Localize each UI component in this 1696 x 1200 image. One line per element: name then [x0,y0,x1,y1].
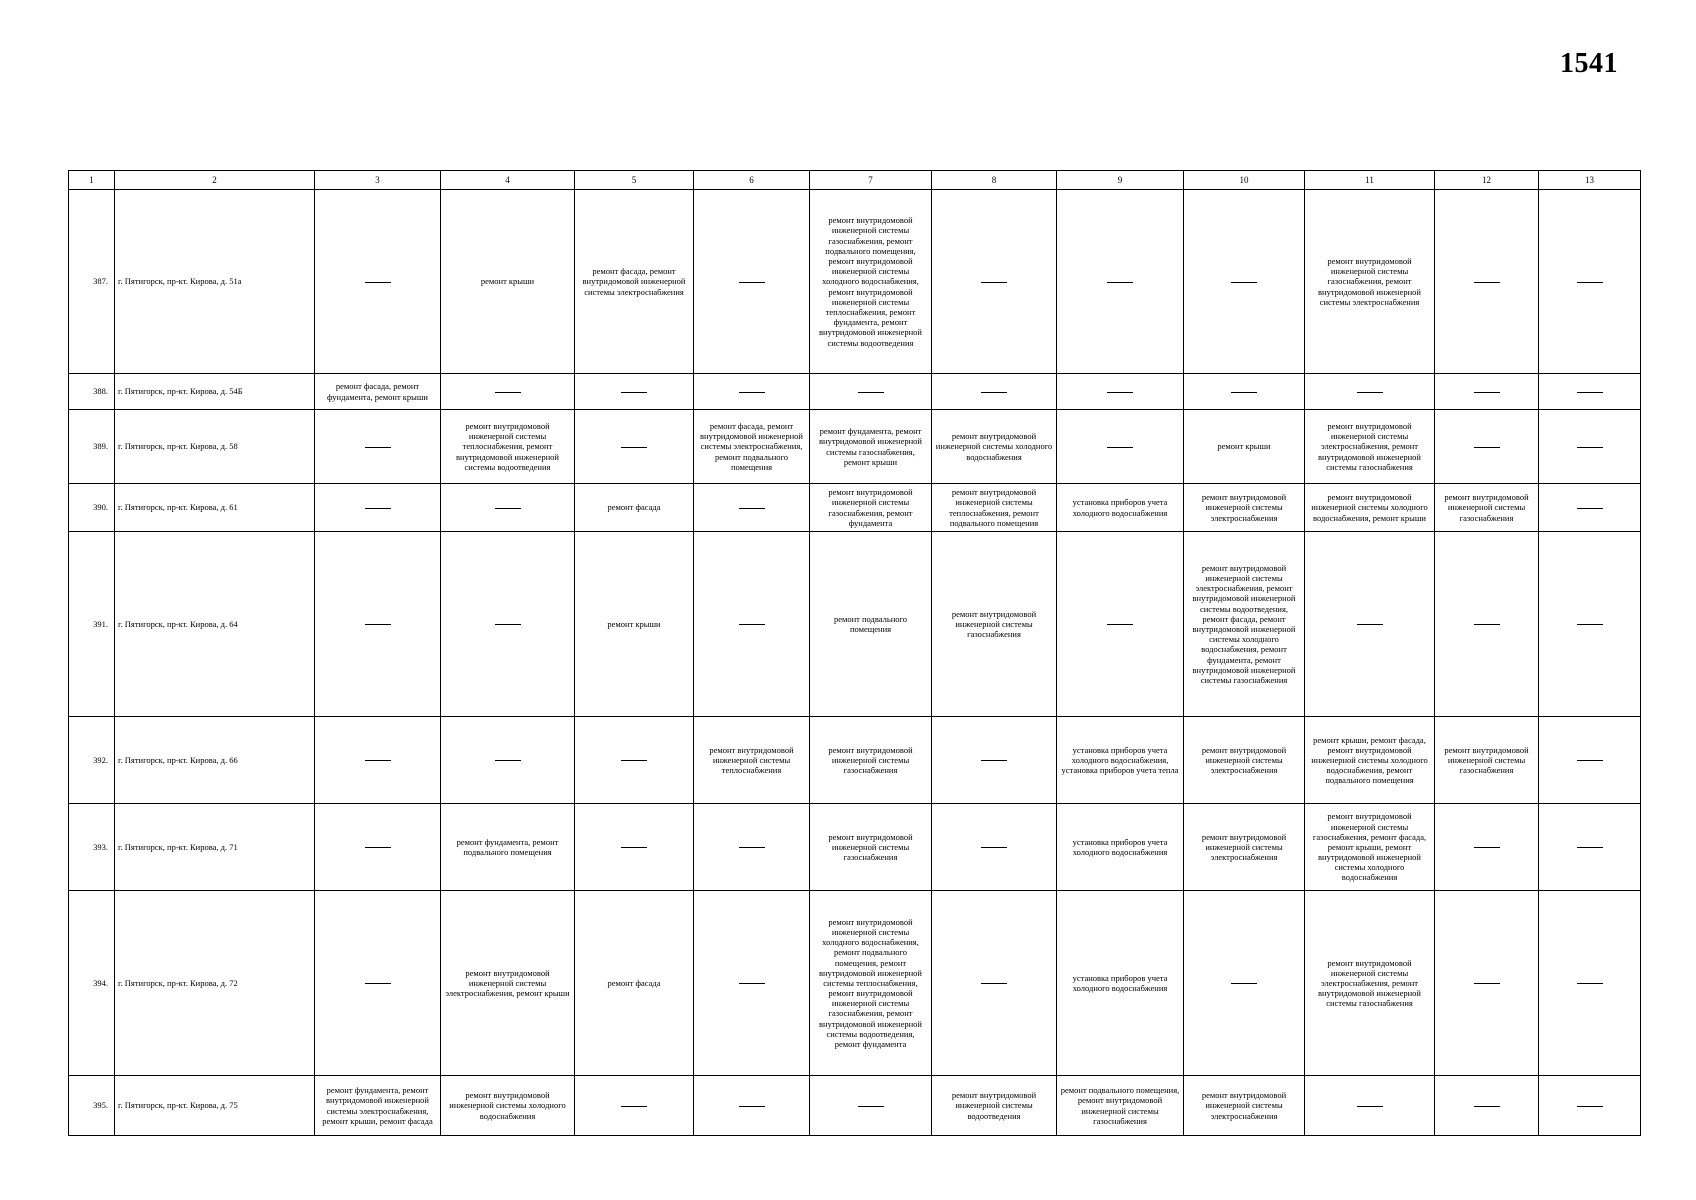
work-cell: ремонт внутридомовой инженерной системы холодного водоснабжения [932,410,1057,484]
row-number: 395. [69,1076,115,1136]
page-number: 1541 [1560,48,1618,79]
empty-cell [932,374,1057,410]
row-number: 393. [69,804,115,891]
empty-cell [1184,190,1305,374]
dash-mark [621,447,647,448]
empty-cell [315,484,441,532]
address-cell: г. Пятигорск, пр-кт. Кирова, д. 64 [115,532,315,717]
empty-cell [932,804,1057,891]
column-number: 5 [575,171,694,190]
column-number: 4 [441,171,575,190]
dash-mark [1577,282,1603,283]
dash-mark [365,282,391,283]
empty-cell [1435,1076,1539,1136]
row-number: 394. [69,891,115,1076]
empty-cell [1539,717,1641,804]
empty-cell [1539,374,1641,410]
row-number: 390. [69,484,115,532]
dash-mark [1577,392,1603,393]
empty-cell [1435,190,1539,374]
dash-mark [1357,1106,1383,1107]
work-cell: ремонт внутридомовой инженерной системы электроснабжения [1184,717,1305,804]
dash-mark [495,760,521,761]
dash-mark [365,983,391,984]
empty-cell [1539,804,1641,891]
table-row [69,717,1641,804]
work-cell: ремонт крыши [1184,410,1305,484]
dash-mark [621,1106,647,1107]
work-cell: ремонт внутридомовой инженерной системы холодного водоснабжения [441,1076,575,1136]
table-row [69,532,1641,717]
empty-cell [1539,1076,1641,1136]
work-cell: ремонт подвального помещения, ремонт внутридомовой инженерной системы газоснабжения [1057,1076,1184,1136]
dash-mark [739,624,765,625]
work-cell: ремонт внутридомовой инженерной системы газоснабжения [1435,484,1539,532]
work-cell: ремонт фасада [575,484,694,532]
dash-mark [1231,282,1257,283]
address-cell: г. Пятигорск, пр-кт. Кирова, д. 66 [115,717,315,804]
empty-cell [1184,374,1305,410]
work-cell: ремонт внутридомовой инженерной системы электроснабжения [1184,804,1305,891]
dash-mark [495,392,521,393]
dash-mark [365,508,391,509]
work-cell: ремонт фасада, ремонт внутридомовой инженерной системы электроснабжения, ремонт подвального помещения [694,410,810,484]
address-cell: г. Пятигорск, пр-кт. Кирова, д. 72 [115,891,315,1076]
dash-mark [365,847,391,848]
dash-mark [1231,983,1257,984]
empty-cell [1305,374,1435,410]
dash-mark [1474,983,1500,984]
work-cell: ремонт внутридомовой инженерной системы газоснабжения, ремонт подвального помещения, ремонт внутридомовой инженерной системы холодного водоснабжения, ремонт внутридомовой инженерной системы теплоснабжения, ремонт фундамента, ремонт внутридомовой инженерной системы водоотведения [810,190,932,374]
work-cell: ремонт фасада, ремонт фундамента, ремонт крыши [315,374,441,410]
dash-mark [1231,392,1257,393]
empty-cell [315,804,441,891]
dash-mark [739,847,765,848]
dash-mark [1577,983,1603,984]
dash-mark [981,847,1007,848]
dash-mark [981,760,1007,761]
column-number: 6 [694,171,810,190]
work-cell: ремонт внутридомовой инженерной системы газоснабжения [810,717,932,804]
empty-cell [1184,891,1305,1076]
empty-cell [694,484,810,532]
column-number: 2 [115,171,315,190]
work-cell: установка приборов учета холодного водоснабжения, установка приборов учета тепла [1057,717,1184,804]
work-cell: ремонт крыши [441,190,575,374]
work-cell: установка приборов учета холодного водоснабжения [1057,804,1184,891]
dash-mark [739,282,765,283]
dash-mark [1474,624,1500,625]
dash-mark [495,624,521,625]
work-cell: ремонт фасада [575,891,694,1076]
work-cell: ремонт внутридомовой инженерной системы электроснабжения [1184,484,1305,532]
empty-cell [1435,374,1539,410]
work-cell: установка приборов учета холодного водоснабжения [1057,484,1184,532]
dash-mark [365,624,391,625]
empty-cell [694,891,810,1076]
empty-cell [932,190,1057,374]
work-cell: ремонт фундамента, ремонт подвального помещения [441,804,575,891]
dash-mark [1577,447,1603,448]
empty-cell [694,1076,810,1136]
work-cell: ремонт крыши, ремонт фасада, ремонт внутридомовой инженерной системы холодного водоснабжения, ремонт подвального помещения [1305,717,1435,804]
empty-cell [1435,891,1539,1076]
work-cell: ремонт внутридомовой инженерной системы теплоснабжения, ремонт внутридомовой инженерной системы водоотведения [441,410,575,484]
dash-mark [1577,847,1603,848]
dash-mark [1474,282,1500,283]
dash-mark [981,983,1007,984]
work-cell: ремонт крыши [575,532,694,717]
dash-mark [621,392,647,393]
empty-cell [315,532,441,717]
table-row [69,1076,1641,1136]
empty-cell [575,717,694,804]
dash-mark [365,760,391,761]
row-number: 391. [69,532,115,717]
dash-mark [621,760,647,761]
empty-cell [575,804,694,891]
address-cell: г. Пятигорск, пр-кт. Кирова, д. 75 [115,1076,315,1136]
empty-cell [575,1076,694,1136]
work-cell: ремонт внутридомовой инженерной системы газоснабжения, ремонт фасада, ремонт крыши, ремонт внутридомовой инженерной системы холодного водоснабжения [1305,804,1435,891]
work-cell: ремонт внутридомовой инженерной системы холодного водоснабжения, ремонт подвального помещения, ремонт внутридомовой инженерной системы теплоснабжения, ремонт внутридомовой инженерной системы газоснабжения, ремонт внутридомовой инженерной системы водоотведения, ремонт фундамента [810,891,932,1076]
dash-mark [1577,508,1603,509]
table-row [69,484,1641,532]
empty-cell [315,410,441,484]
empty-cell [575,410,694,484]
empty-cell [1539,532,1641,717]
address-cell: г. Пятигорск, пр-кт. Кирова, д. 58 [115,410,315,484]
work-cell: ремонт внутридомовой инженерной системы газоснабжения [1435,717,1539,804]
empty-cell [441,532,575,717]
row-number: 389. [69,410,115,484]
empty-cell [1539,891,1641,1076]
work-cell: ремонт внутридомовой инженерной системы электроснабжения, ремонт крыши [441,891,575,1076]
row-number: 387. [69,190,115,374]
work-cell: ремонт внутридомовой инженерной системы теплоснабжения, ремонт подвального помещения [932,484,1057,532]
dash-mark [1357,392,1383,393]
dash-mark [1577,760,1603,761]
row-number: 388. [69,374,115,410]
row-number: 392. [69,717,115,804]
work-cell: ремонт внутридомовой инженерной системы водоотведения [932,1076,1057,1136]
empty-cell [694,532,810,717]
dash-mark [739,508,765,509]
empty-cell [1057,374,1184,410]
address-cell: г. Пятигорск, пр-кт. Кирова, д. 61 [115,484,315,532]
table-row [69,410,1641,484]
work-cell: ремонт внутридомовой инженерной системы газоснабжения, ремонт фундамента [810,484,932,532]
empty-cell [441,484,575,532]
dash-mark [981,282,1007,283]
empty-cell [1057,532,1184,717]
column-number: 9 [1057,171,1184,190]
work-cell: ремонт фундамента, ремонт внутридомовой инженерной системы электроснабжения, ремонт крыши, ремонт фасада [315,1076,441,1136]
table-row [69,804,1641,891]
empty-cell [1539,190,1641,374]
empty-cell [441,717,575,804]
dash-mark [1474,447,1500,448]
work-cell: ремонт внутридомовой инженерной системы электроснабжения, ремонт внутридомовой инженерной системы газоснабжения [1305,410,1435,484]
empty-cell [575,374,694,410]
dash-mark [858,1106,884,1107]
dash-mark [621,847,647,848]
dash-mark [858,392,884,393]
dash-mark [1474,847,1500,848]
column-number: 8 [932,171,1057,190]
column-number: 3 [315,171,441,190]
address-cell: г. Пятигорск, пр-кт. Кирова, д. 71 [115,804,315,891]
table-row [69,374,1641,410]
empty-cell [315,891,441,1076]
empty-cell [810,1076,932,1136]
dash-mark [1107,447,1133,448]
work-cell: ремонт внутридомовой инженерной системы газоснабжения [810,804,932,891]
work-cell: ремонт внутридомовой инженерной системы электроснабжения, ремонт внутридомовой инженерной системы водоотведения, ремонт фасада, ремонт внутридомовой инженерной системы холодного водоснабжения, ремонт фундамента, ремонт внутридомовой инженерной системы газоснабжения [1184,532,1305,717]
empty-cell [1539,410,1641,484]
work-cell: ремонт внутридомовой инженерной системы газоснабжения [932,532,1057,717]
work-cell: ремонт внутридомовой инженерной системы электроснабжения, ремонт внутридомовой инженерной системы газоснабжения [1305,891,1435,1076]
work-cell: установка приборов учета холодного водоснабжения [1057,891,1184,1076]
table-row [69,190,1641,374]
empty-cell [1435,532,1539,717]
address-cell: г. Пятигорск, пр-кт. Кирова, д. 51а [115,190,315,374]
dash-mark [1357,624,1383,625]
dash-mark [1107,392,1133,393]
empty-cell [315,717,441,804]
address-cell: г. Пятигорск, пр-кт. Кирова, д. 54Б [115,374,315,410]
work-cell: ремонт фасада, ремонт внутридомовой инженерной системы электроснабжения [575,190,694,374]
dash-mark [981,392,1007,393]
column-number: 1 [69,171,115,190]
dash-mark [1474,1106,1500,1107]
empty-cell [1435,410,1539,484]
dash-mark [365,447,391,448]
column-number: 11 [1305,171,1435,190]
column-number: 12 [1435,171,1539,190]
empty-cell [1305,532,1435,717]
empty-cell [932,717,1057,804]
dash-mark [1577,1106,1603,1107]
table-body [69,171,1641,1136]
dash-mark [1474,392,1500,393]
work-cell: ремонт внутридомовой инженерной системы газоснабжения, ремонт внутридомовой инженерной системы электроснабжения [1305,190,1435,374]
column-number: 10 [1184,171,1305,190]
work-cell: ремонт внутридомовой инженерной системы теплоснабжения [694,717,810,804]
column-number: 7 [810,171,932,190]
table-row [69,891,1641,1076]
dash-mark [1107,282,1133,283]
work-cell: ремонт внутридомовой инженерной системы холодного водоснабжения, ремонт крыши [1305,484,1435,532]
dash-mark [1577,624,1603,625]
repair-plan-table [68,170,1641,1136]
dash-mark [495,508,521,509]
empty-cell [441,374,575,410]
empty-cell [1435,804,1539,891]
work-cell: ремонт фундамента, ремонт внутридомовой инженерной системы газоснабжения, ремонт крыши [810,410,932,484]
dash-mark [739,1106,765,1107]
dash-mark [739,392,765,393]
empty-cell [694,374,810,410]
dash-mark [1107,624,1133,625]
empty-cell [810,374,932,410]
empty-cell [315,190,441,374]
dash-mark [739,983,765,984]
header-row [69,171,1641,190]
empty-cell [1539,484,1641,532]
work-cell: ремонт внутридомовой инженерной системы электроснабжения [1184,1076,1305,1136]
column-number: 13 [1539,171,1641,190]
empty-cell [694,190,810,374]
empty-cell [1057,190,1184,374]
empty-cell [932,891,1057,1076]
empty-cell [694,804,810,891]
empty-cell [1305,1076,1435,1136]
work-cell: ремонт подвального помещения [810,532,932,717]
empty-cell [1057,410,1184,484]
